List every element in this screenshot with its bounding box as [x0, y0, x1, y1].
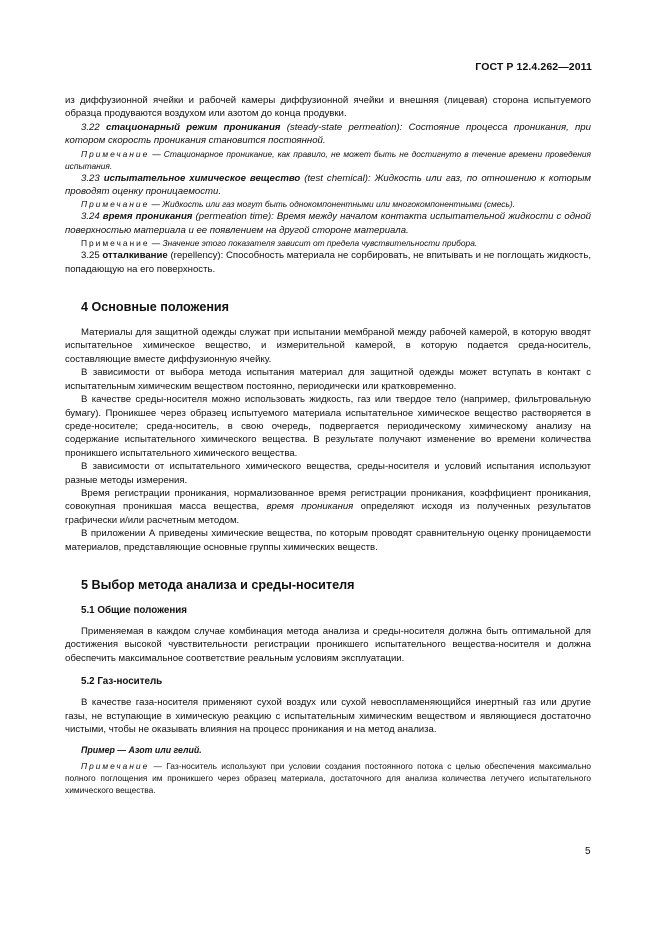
example-line: Пример — Азот или гелий.	[81, 745, 202, 756]
subsection-5-2-paragraph: В качестве газа-носителя применяют сухой воздух или сухой невоспламеняющийся инертный газ или другие газы, не вступающие в химическую реакцию с испытательным химическим веществом и являющиеся достаточно чистыми, чтобы не оказывать влияния на процесс проникания и на метод анализа.	[65, 697, 591, 735]
subsection-5-1-paragraph: Применяемая в каждом случае комбинация метода анализа и среды-носителя должна быть оптимальной для достижения высокой чувствительности регистрации проникшего испытательного вещества-носителя и должна обеспечить максимальное соответствие реальным условиям эксплуатации.	[65, 625, 591, 664]
note-3-22: Примечание — Стационарное проникание, как правило, не может быть не достигнуто в течение времени проведения испытания.	[65, 148, 591, 171]
note-3-24: Примечание — Значение этого показателя зависит от предела чувствительности прибора.	[81, 238, 478, 249]
section-4-paragraph-5: Время регистрации проникания, нормализованное время регистрации проникания, коэффициент проникания, совокупная проникшая масса вещества, время проникания определяют исходя из полученных результатов графически и/или расчетным методом.	[65, 487, 591, 526]
section-4-paragraph-6: В приложении А приведены химические вещества, по которым проводят сравнительную оценку проницаемости материалов, представляющие основные группы химических веществ.	[65, 528, 591, 553]
section-4-paragraph-4: В зависимости от испытательного химического вещества, среды-носителя и условий испытания используют разные методы измерения.	[65, 461, 591, 486]
page-content	[65, 94, 591, 796]
page-number: 5	[585, 846, 591, 857]
section-4-paragraph-2: В зависимости от выбора метода испытания материал для защитной одежды может вступать в контакт с испытательным химическим веществом постоянно, периодически или кратковременно.	[65, 367, 591, 392]
section-5-heading: 5 Выбор метода анализа и среды-носителя	[81, 577, 355, 592]
section-4-heading: 4 Основные положения	[81, 300, 230, 315]
section-4-paragraph-1: Материалы для защитной одежды служат при испытании мембраной между рабочей камерой, в которую вводят испытательное химическое вещество, и измерительной камерой, в которую подается среда-носитель, составляющие вместе диффузионную ячейку.	[65, 327, 591, 365]
definition-3-24: 3.24 время проникания (permeation time): Время между началом контакта испытательной жидкости с одной поверхностью материала и ее появлением на другой стороне материала.	[65, 211, 591, 236]
section-4-paragraph-3: В качестве среды-носителя можно использовать жидкость, газ или твердое тело (например, фильтровальную бумагу). Проникшее через образец испытуемого материала испытательное химическое вещество растворяется в среде-носителе; среда-носитель, в свою очередь, подвергается периодическому химическому анализу на содержание испытательного химического вещества. В результате получают изменение во времени количества проникшего испытательного химического вещества.	[65, 394, 591, 459]
subsection-5-2-heading: 5.2 Газ-носитель	[81, 676, 163, 688]
continued-paragraph: из диффузионной ячейки и рабочей камеры диффузионной ячейки и внешняя (лицевая) сторона испытуемого образца продуваются воздухом или азотом до конца продувки.	[65, 95, 591, 120]
definition-3-22: 3.22 стационарный режим проникания (steady-state permeation): Состояние процесса проникания, при котором скорость проникания становится постоянной.	[65, 121, 591, 147]
note-3-23: Примечание — Жидкость или газ могут быть однокомпонентными или многокомпонентными (смесь).	[81, 199, 515, 210]
subsection-5-1-heading: 5.1 Общие положения	[81, 604, 188, 616]
definition-3-23: 3.23 испытательное химическое вещество (test chemical): Жидкость или газ, по отношению к которым проводят оценку проницаемости.	[65, 172, 591, 198]
definition-3-25: 3.25 отталкивание (repellency): Способность материала не сорбировать, не впитывать и не поглощать жидкость, попадающую на его поверхность.	[65, 250, 591, 275]
note-5-2: Примечание — Газ-носитель используют при условии создания постоянного потока с целью обеспечения максимально полного поглощения им проникшего через образец материала, достаточного для анализа количества летучего испытательного химического вещества.	[65, 761, 591, 796]
document-id-header: ГОСТ Р 12.4.262—2011	[475, 61, 592, 73]
